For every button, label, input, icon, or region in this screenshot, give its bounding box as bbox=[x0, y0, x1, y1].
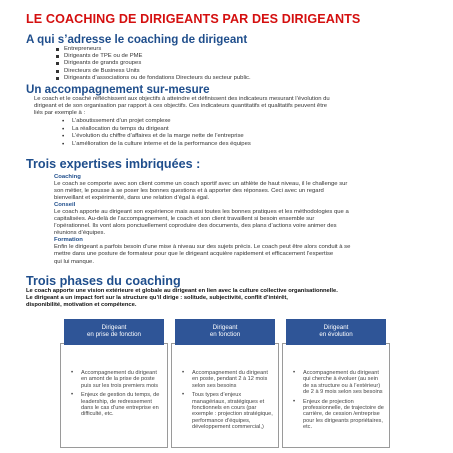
phase-header: Dirigeant en évolution bbox=[286, 319, 386, 345]
list-item: • Accompagnement du dirigeant qui cherche à évoluer (au sein de sa structure ou à l’extérieur) de 2 à 9 mois selon ses besoins bbox=[291, 370, 385, 396]
list-item: • L’amélioration de la culture interne et de la performance des équipes bbox=[62, 141, 437, 149]
formation-label: Formation bbox=[54, 237, 83, 244]
coaching-label: Coaching bbox=[54, 173, 81, 180]
formation-text: Enfin le dirigeant a parfois besoin d’une mise à niveau sur des sujets précis. Le coach peut être alors conduit à se mettre dans une posture de formateur pour que le dirigeant acquière rapidement et efficacement l’expertise qui lui manque. bbox=[54, 244, 351, 265]
section-heading-phases: Trois phases du coaching bbox=[26, 273, 181, 288]
list-item: • Accompagnement du dirigeant en poste, pendant 2 à 12 mois selon ses besoins bbox=[180, 370, 274, 389]
list-item: • L’aboutissement d’un projet complexe bbox=[62, 118, 437, 126]
list-item: Dirigeants de TPE ou de PME bbox=[56, 53, 437, 60]
document-title: LE COACHING DE DIRIGEANTS PAR DES DIRIGEANTS bbox=[26, 12, 361, 26]
list-item: Dirigeants de grands groupes bbox=[56, 60, 437, 67]
section-heading-accompaniment: Un accompagnement sur-mesure bbox=[26, 83, 210, 97]
phase-box bbox=[60, 343, 168, 448]
list-item: Directeurs de Business Units bbox=[56, 68, 437, 75]
phase-column-prise-de-fonction bbox=[64, 319, 164, 418]
phase-box bbox=[282, 343, 390, 448]
phase-column-en-evolution bbox=[286, 319, 386, 431]
phase-header: Dirigeant en fonction bbox=[175, 319, 275, 345]
phase-column-en-fonction bbox=[175, 319, 275, 431]
section-heading-expertises: Trois expertises imbriquées : bbox=[26, 156, 201, 171]
list-item: • Accompagnement du dirigeant en amont de la prise de poste puis sur les trois premiers mois bbox=[69, 370, 163, 389]
phase-header: Dirigeant en prise de fonction bbox=[64, 319, 164, 345]
coaching-text: Le coach se comporte avec son client comme un coach sportif avec un athlète de haut niveau, il le challenge sur son métier, le pousse à se poser les bonnes questions et à apporter des réponses. Ceci avec un regard bienveillant et expérimenté, dans une relation d’égal à égal. bbox=[54, 180, 348, 201]
list-item: • Tous types d’enjeux managériaux, stratégiques et fonctionnels en cours (par exemple : projection stratégique, performance d’équipes, développement commercial,) bbox=[180, 392, 274, 430]
phase-box bbox=[171, 343, 279, 448]
list-item: • La réallocation du temps du dirigeant bbox=[62, 126, 437, 134]
conseil-label: Conseil bbox=[54, 201, 76, 208]
indicators-list bbox=[62, 118, 437, 148]
section-heading-audience: A qui s’adresse le coaching de dirigeant bbox=[26, 33, 248, 46]
list-item: Entrepreneurs bbox=[56, 46, 437, 53]
conseil-text: Le coach apporte au dirigeant son expérience mais aussi toutes les bonnes pratiques et les méthodologies que a capitalisées. Au-delà de l’accompagnement, le coach et son client travaillent si besoin ensemble sur l’opérationnel. Ils vont alors ponctuellement coproduire des documents, des plans d’actions voire animer des réunions d’équipes. bbox=[54, 208, 349, 237]
phases-columns bbox=[64, 319, 386, 449]
audience-list bbox=[56, 46, 437, 82]
list-item: • Enjeux de gestion du temps, de leadership, de redressement dans le cas d’une entreprise en difficulté, etc. bbox=[69, 392, 163, 418]
list-item: • L’évolution du chiffre d’affaires et de la marge nette de l’entreprise bbox=[62, 133, 437, 141]
phases-intro: Le coach apporte une vision extérieure et globale au dirigeant en lien avec la culture collective organisationnelle. Le dirigeant a un impact fort sur la structure qu’il dirige : solitude, subjectivité, conflit d’intérêt, disponibilité, motivation et compétence. bbox=[26, 287, 338, 308]
list-item: • Enjeux de projection professionnelle, de trajectoire de carrière, de cession /entreprise pour les dirigeants propriétaires, etc. bbox=[291, 399, 385, 431]
list-item: Dirigeants d’associations ou de fondations Directeurs du secteur public. bbox=[56, 75, 437, 82]
accompaniment-intro: Le coach et le coaché réfléchissent aux objectifs à atteindre et définissent des indicateurs mesurant l’évolution du dirigeant et de son organisation par rapport à ces objectifs. Ces indicateurs quantitatifs et qualitatifs peuvent être liés par exemple à : bbox=[34, 96, 330, 117]
